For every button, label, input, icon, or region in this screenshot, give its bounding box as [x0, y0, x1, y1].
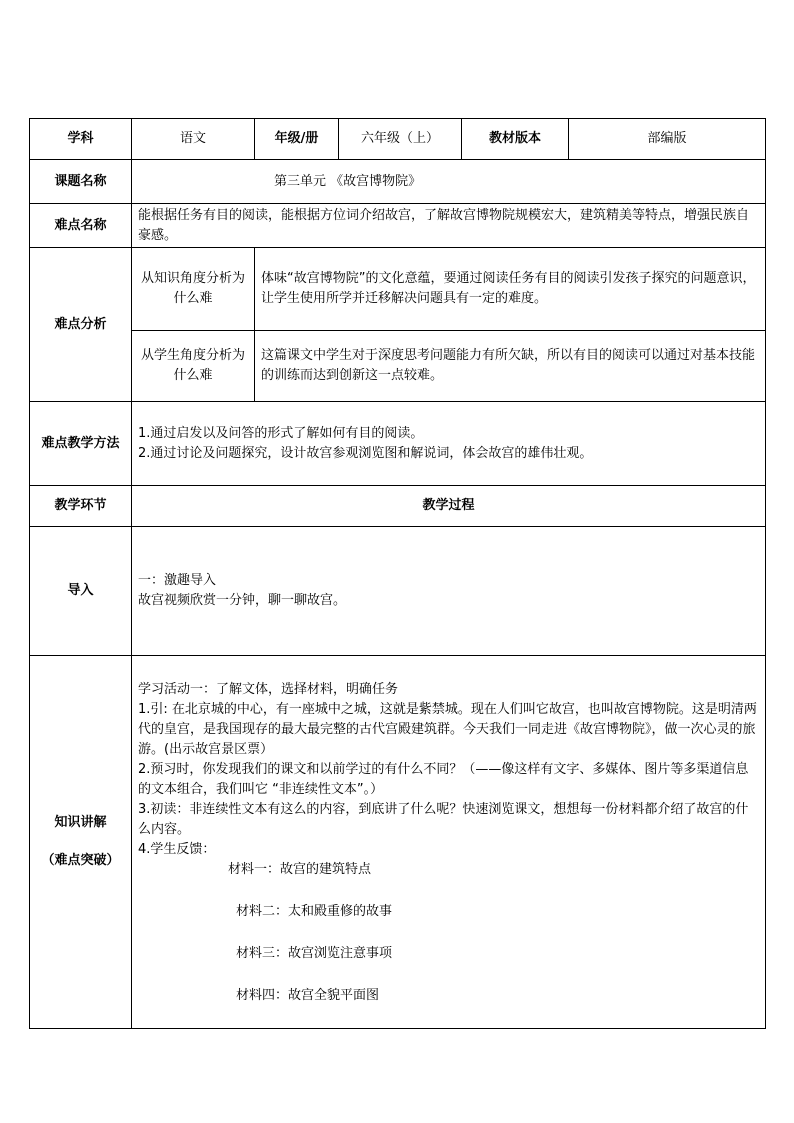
method-content	[132, 402, 766, 486]
edition-value: 部编版	[569, 119, 766, 160]
student-angle-label: 从学生角度分析为什么难	[132, 331, 255, 402]
student-angle-value: 这篇课文中学生对于深度思考问题能力有所欠缺，所以有目的阅读可以通过对基本技能的训练而达到创新这一点较难。	[255, 331, 766, 402]
header-row	[30, 119, 766, 160]
difficulty-row	[30, 204, 766, 248]
intro-content	[132, 527, 766, 656]
knowledge-paragraph: 4.学生反馈：	[138, 842, 216, 857]
edition-label: 教材版本	[462, 119, 569, 160]
knowledge-label-cell	[30, 656, 132, 1029]
analysis-student-row	[30, 331, 766, 402]
knowledge-angle-label: 从知识角度分析为什么难	[132, 248, 255, 331]
subject-label: 学科	[30, 119, 132, 160]
difficulty-label: 难点名称	[30, 204, 132, 248]
material-item: 材料一：故宫的建筑特点	[228, 862, 372, 877]
topic-row	[30, 160, 766, 204]
material-item: 材料三：故宫浏览注意事项	[236, 946, 393, 961]
analysis-label: 难点分析	[30, 248, 132, 402]
material-item: 材料四：故宫全貌平面图	[236, 988, 380, 1003]
topic-value: 第三单元 《故宫博物院》	[132, 160, 766, 204]
knowledge-paragraph: 1.引: 在北京城的中心，有一座城中之城，这就是紫禁城。现在人们叫它故宫，也叫故宫博物院。这是明清两代的皇宫，是我国现存的最大最完整的古代宫殿建筑群。今天我们一同走进《故宫博物院》，做一次心灵的旅游。(出示故宫景区票）	[138, 702, 757, 757]
knowledge-label: 知识讲解	[54, 815, 107, 830]
knowledge-row	[30, 656, 766, 1029]
activity-title: 学习活动一：了解文体，选择材料，明确任务	[138, 682, 399, 697]
grade-label: 年级/册	[255, 119, 339, 160]
knowledge-paragraph: 2.预习时，你发现我们的课文和以前学过的有什么不同？（——像这样有文字、多媒体、图片等多渠道信息的文本组合，我们叫它 “非连续性文本”。）	[138, 762, 749, 797]
method-line: 2.通过讨论及问题探究，设计故宫参观浏览图和解说词，体会故宫的雄伟壮观。	[138, 445, 593, 461]
material-item: 材料二：太和殿重修的故事	[236, 904, 393, 919]
intro-line: 一：激趣导入	[138, 573, 217, 588]
lesson-plan-table	[29, 118, 766, 1029]
knowledge-paragraph: 3.初读：非连续性文本有这么的内容，到底讲了什么呢？快速浏览课文，想想每一份材料都介绍了故宫的什么内容。	[138, 802, 749, 837]
intro-label: 导入	[30, 527, 132, 656]
knowledge-content	[132, 656, 766, 1029]
method-row	[30, 402, 766, 486]
intro-line: 故宫视频欣赏一分钟，聊一聊故宫。	[138, 593, 347, 608]
stage-header: 教学环节	[30, 486, 132, 527]
subject-value: 语文	[132, 119, 255, 160]
grade-value: 六年级（上）	[339, 119, 462, 160]
analysis-knowledge-row	[30, 248, 766, 331]
knowledge-angle-value: 体味“故宫博物院”的文化意蕴，要通过阅读任务有目的阅读引发孩子探究的问题意识，让学生使用所学并迁移解决问题具有一定的难度。	[255, 248, 766, 331]
method-line: 1.通过启发以及问答的形式了解如何有目的阅读。	[138, 425, 424, 441]
process-header: 教学过程	[132, 486, 766, 527]
intro-row	[30, 527, 766, 656]
difficulty-value: 能根据任务有目的阅读，能根据方位词介绍故宫，了解故宫博物院规模宏大，建筑精美等特点，增强民族自豪感。	[132, 204, 766, 248]
method-label: 难点教学方法	[30, 402, 132, 486]
topic-label: 课题名称	[30, 160, 132, 204]
knowledge-sublabel: （难点突破）	[41, 853, 120, 868]
process-header-row	[30, 486, 766, 527]
